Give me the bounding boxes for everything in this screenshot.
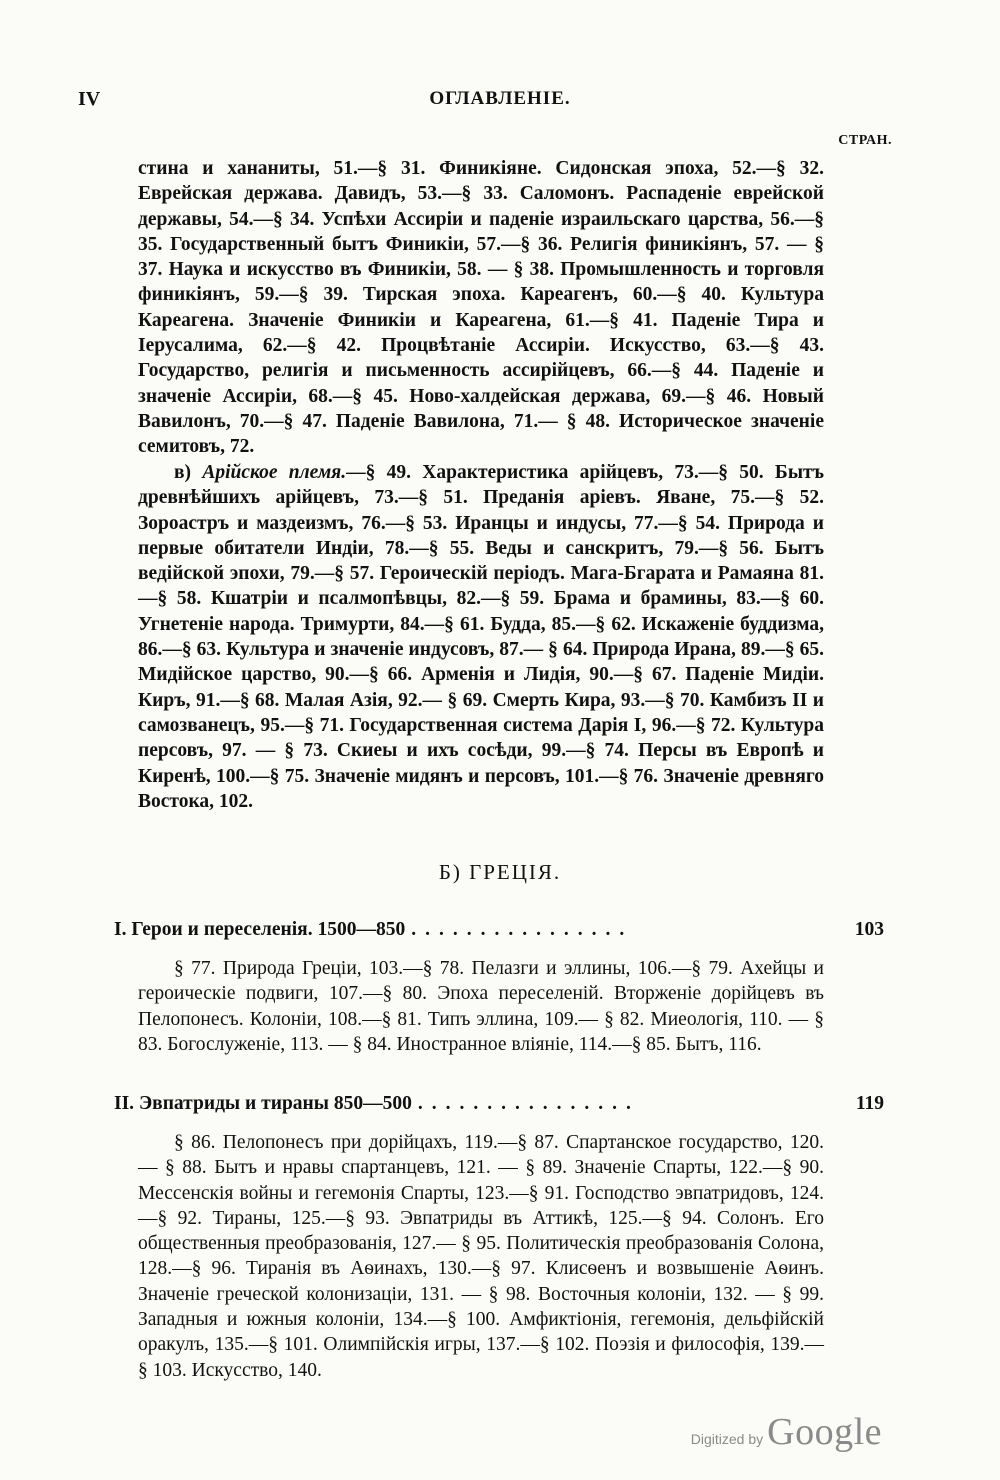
- page-column-label: СТРАН.: [838, 133, 892, 148]
- toc-paragraph-chapter-1: [138, 956, 824, 1057]
- chapter-number: II.: [114, 1093, 135, 1114]
- google-watermark: [691, 1410, 882, 1454]
- toc-paragraph-semites: стина и хананиты, 51.—§ 31. Финикіяне. Сидонская эпоха, 52.—§ 32. Еврейская держава. Давидъ, 53.—§ 33. Саломонъ. Распаденіе еврейской державы, 54.—§ 34. Успѣхи Ассиріи и паденіе израильскаго царства, 56.—§ 35. Государственный бытъ Финикіи, 57.—§ 36. Религія финикіянъ, 57. — § 37. Наука и искусство въ Финикіи, 58. — § 38. Промышленность и торговля финикіянъ, 59.—§ 39. Тирская эпоха. Кареагенъ, 60.—§ 40. Культура Кареагена. Значеніе Финикіи и Кареагена, 61.—§ 41. Паденіе Тира и Іерусалима, 62.—§ 42. Процвѣтаніе Ассиріи. Искусство, 63.—§ 43. Государство, религія и письменность ассирійцевъ, 66.—§ 44. Паденіе и значеніе Ассиріи, 68.—§ 45. Ново-халдейская держава, 69.—§ 46. Новый Вавилонъ, 70.—§ 47. Паденіе Вавилона, 71.— § 48. Историческое значеніе семитовъ, 72.: [138, 158, 824, 458]
- toc-paragraph-chapter-2: [138, 1130, 824, 1383]
- toc-chapter-row: [114, 1093, 884, 1121]
- digitized-by-label: Digitized by: [690, 1431, 764, 1447]
- leader-dots: ................: [411, 919, 634, 940]
- page-number: IV: [78, 88, 101, 110]
- google-logo: Google: [767, 1411, 882, 1453]
- toc-chapter-row: [114, 919, 884, 947]
- chapter-entries: § 86. Пелопонесъ при дорійцахъ, 119.—§ 87. Спартанское государство, 120. — § 88. Бытъ и нравы спартанцевъ, 121. — § 89. Значеніе Спарты, 122.—§ 90. Мессенскія войны и гегемонія Спарты, 123.—§ 91. Господство эвпатридовъ, 124.—§ 92. Тираны, 125.—§ 93. Эвпатриды въ Аттикѣ, 125.—§ 94. Солонъ. Его общественныя преобразованія, 127.— § 95. Политическія преобразованія Солона, 128.—§ 96. Тиранія въ Аѳинахъ, 130.—§ 97. Клисѳенъ и возвышеніе Аѳинъ. Значеніе греческой колонизаціи, 131. — § 98. Восточныя колоніи, 132. — § 99. Западныя и южныя колоніи, 134.—§ 100. Амфиктіонія, гегемонія, дельфійскій оракулъ, 135.—§ 101. Олимпійскія игры, 137.—§ 102. Поэзія и философія, 139.—§ 103. Искусство, 140.: [138, 1132, 824, 1381]
- chapter-page: 103: [854, 919, 884, 940]
- subsection-title: Арійское племя.: [202, 462, 347, 483]
- chapter-entries: § 77. Природа Греціи, 103.—§ 78. Пелазги и эллины, 106.—§ 79. Ахейцы и героическіе подвиги, 107.—§ 80. Эпоха переселеній. Вторженіе дорійцевъ въ Пелопонесъ. Колоніи, 108.—§ 81. Типъ эллина, 109.— § 82. Миеологія, 110. — § 83. Богослуженіе, 113. — § 84. Иностранное вліяніе, 114.—§ 85. Бытъ, 116.: [138, 958, 824, 1055]
- subsection-letter: в): [174, 462, 192, 483]
- chapter-number: I.: [114, 919, 127, 940]
- chapter-title: Эвпатриды и тираны 850—500: [138, 1093, 412, 1114]
- toc-paragraph-aryans: [138, 460, 824, 814]
- chapter-page: 119: [855, 1093, 884, 1114]
- running-title: ОГЛАВЛЕНІЕ.: [429, 88, 571, 109]
- subsection-entries: —§ 49. Характеристика арійцевъ, 73.—§ 50. Бытъ древнѣйшихъ арійцевъ, 73.—§ 51. Преданія аріевъ. Яване, 75.—§ 52. Зороастръ и маздеизмъ, 76.—§ 53. Иранцы и индусы, 77.—§ 54. Природа и первые обитатели Индіи, 78.—§ 55. Веды и санскритъ, 79.—§ 56. Бытъ ведійской эпохи, 79.—§ 57. Героическій періодъ. Мага-Бгарата и Рамаяна 81.—§ 58. Кшатріи и псалмопѣвцы, 82.—§ 59. Брама и брамины, 83.—§ 60. Угнетеніе народа. Тримурти, 84.—§ 61. Будда, 85.—§ 62. Искаженіе буддизма, 86.—§ 63. Культура и значеніе индусовъ, 87.— § 64. Природа Ирана, 89.—§ 65. Мидійское царство, 90.—§ 66. Арменія и Лидія, 90.—§ 67. Паденіе Мидіи. Киръ, 91.—§ 68. Малая Азія, 92.— § 69. Смерть Кира, 93.—§ 70. Камбизъ II и самозванецъ, 95.—§ 71. Государственная система Дарія I, 96.—§ 72. Культура персовъ, 97. — § 73. Скиеы и ихъ сосѣди, 99.—§ 74. Персы въ Европѣ и Киренѣ, 100.—§ 75. Значеніе мидянъ и персовъ, 101.—§ 76. Значеніе древняго Востока, 102.: [138, 462, 824, 812]
- section-heading-greece: Б) ГРЕЦІЯ.: [438, 860, 562, 884]
- chapter-title: Герои и переселенія. 1500—850: [131, 919, 406, 940]
- leader-dots: ................: [417, 1093, 640, 1114]
